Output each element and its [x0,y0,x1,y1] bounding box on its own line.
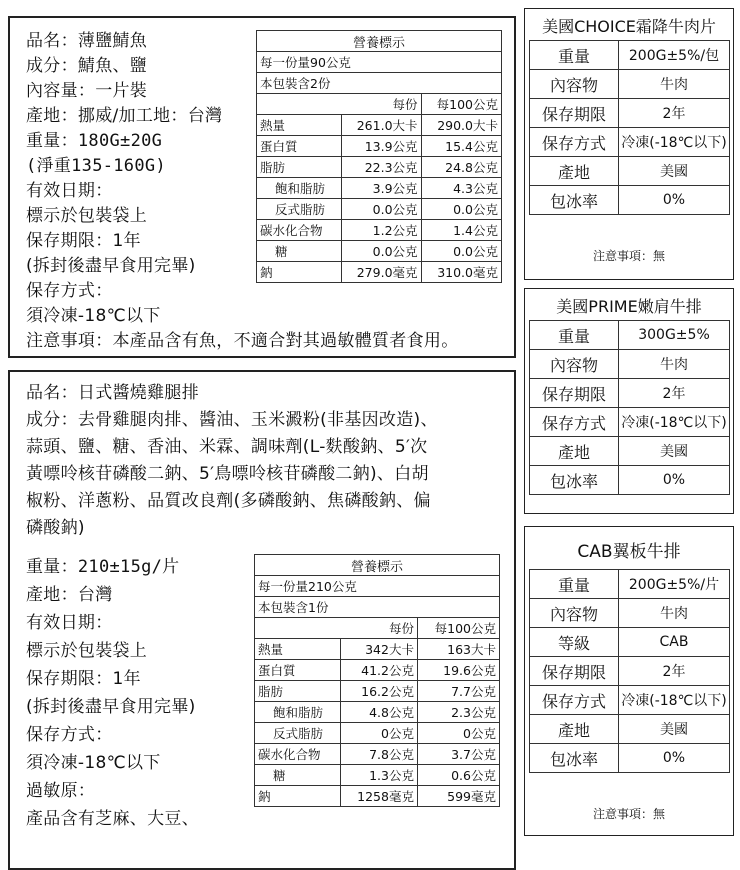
spec-value: 2年 [619,99,730,128]
spec-key: 包冰率 [530,466,619,495]
info-line: 保存期限：1年 [26,669,141,689]
nutrient-per-100g: 0.0公克 [421,199,501,220]
nutrient-per-serving: 1258毫克 [341,786,418,807]
nutrient-per-serving: 342大卡 [341,639,418,660]
spec-table [529,320,730,495]
spec-note: 注意事項：無 [592,807,665,821]
spec-key: 等級 [530,628,619,657]
nutrition-row [257,136,502,157]
spec-key: 產地 [530,157,619,186]
info-line: 產品含有芝麻、大豆、 [26,809,199,829]
spec-key: 內容物 [530,70,619,99]
spec-value: 冷凍(-18℃以下) [619,128,730,157]
nutrient-per-100g: 19.6公克 [417,660,499,681]
nutrition-row [257,157,502,178]
product-card-chicken [8,370,516,870]
nutrition-row [257,199,502,220]
nutrition-title: 營養標示 [257,31,502,52]
info-line: 品名：日式醬燒雞腿排 [26,383,199,403]
spec-value: 牛肉 [619,70,730,99]
nutrition-row [255,681,500,702]
nutrient-name: 鈉 [257,262,342,283]
spec-value: CAB [619,628,730,657]
nutrient-per-100g: 310.0毫克 [421,262,501,283]
nutrient-per-100g: 15.4公克 [421,136,501,157]
info-line: 保存期限：1年 [26,231,141,251]
nutrition-row [257,241,502,262]
nutrition-row [255,660,500,681]
nutrient-name: 脂肪 [257,157,342,178]
nutrient-per-serving: 4.8公克 [341,702,418,723]
nutrient-name: 熱量 [257,115,342,136]
spec-value: 200G±5%/包 [619,41,730,70]
info-line: 產地：挪威/加工地：台灣 [26,106,223,126]
col-per-serving: 每份 [341,94,421,115]
nutrition-row [255,723,500,744]
nutrition-row [255,702,500,723]
spec-key: 產地 [530,715,619,744]
info-line: (拆封後盡早食用完畢) [26,697,196,717]
servings-per-pack: 本包裝含1份 [255,597,500,618]
spec-key: 重量 [530,41,619,70]
nutrient-name: 碳水化合物 [257,220,342,241]
info-line: 成分：鯖魚、鹽 [26,56,148,76]
nutrient-name: 糖 [255,765,341,786]
info-line: 重量：210±15g/片 [26,557,180,577]
spec-table [529,569,730,773]
info-line: 有效日期： [26,613,113,633]
spec-title: 美國PRIME嫩肩牛排 [556,297,702,316]
nutrient-per-serving: 279.0毫克 [341,262,421,283]
nutrition-row [255,786,500,807]
spec-key: 保存方式 [530,686,619,715]
product-card-mackerel [8,16,516,358]
spec-value: 美國 [619,157,730,186]
spec-title: CAB翼板牛排 [577,542,681,562]
info-line: 須冷凍-18℃以下 [26,306,161,326]
spec-note: 注意事項：無 [592,249,665,263]
spec-key: 重量 [530,321,619,350]
info-line: (淨重135-160G) [26,156,166,176]
spec-value: 300G±5% [619,321,730,350]
nutrient-name: 蛋白質 [255,660,341,681]
info-line: 重量：180G±20G [26,131,163,151]
info-line: 黃嘌呤核苷磷酸二鈉、5′鳥嘌呤核苷磷酸二鈉)、白胡 [26,464,429,484]
nutrient-per-100g: 290.0大卡 [421,115,501,136]
spec-key: 保存期限 [530,657,619,686]
spec-value: 0% [619,744,730,773]
info-line: 椒粉、洋蔥粉、品質改良劑(多磷酸鈉、焦磷酸鈉、偏 [26,491,431,511]
nutrient-per-serving: 13.9公克 [341,136,421,157]
nutrient-per-100g: 1.4公克 [421,220,501,241]
nutrient-per-serving: 7.8公克 [341,744,418,765]
spec-key: 產地 [530,437,619,466]
nutrient-per-serving: 1.3公克 [341,765,418,786]
nutrient-name: 熱量 [255,639,341,660]
spec-value: 牛肉 [619,599,730,628]
nutrition-row [257,115,502,136]
nutrition-row [257,262,502,283]
nutrient-per-serving: 22.3公克 [341,157,421,178]
serving-size: 每一份量210公克 [255,576,500,597]
nutrient-per-serving: 261.0大卡 [341,115,421,136]
spec-value: 冷凍(-18℃以下) [619,408,730,437]
info-line: 保存方式： [26,281,113,301]
spec-key: 保存期限 [530,379,619,408]
spec-key: 重量 [530,570,619,599]
info-line: 須冷凍-18℃以下 [26,753,161,773]
servings-per-pack: 本包裝含2份 [257,73,502,94]
info-line: 過敏原： [26,781,96,801]
spec-value: 牛肉 [619,350,730,379]
spec-value: 冷凍(-18℃以下) [619,686,730,715]
info-line: 標示於包裝袋上 [26,206,148,226]
spec-value: 0% [619,186,730,215]
info-line: 標示於包裝袋上 [26,641,148,661]
nutrient-per-100g: 24.8公克 [421,157,501,178]
nutrient-per-serving: 3.9公克 [341,178,421,199]
nutrition-row [255,765,500,786]
nutrient-name: 碳水化合物 [255,744,341,765]
nutrient-name: 脂肪 [255,681,341,702]
info-line: 品名：薄鹽鯖魚 [26,31,148,51]
nutrient-per-serving: 0.0公克 [341,199,421,220]
allergy-notice: 注意事項：本產品含有魚，不適合對其過敏體質者食用。 [26,331,459,351]
spec-value: 美國 [619,437,730,466]
nutrient-per-100g: 163大卡 [417,639,499,660]
nutrient-name: 飽和脂肪 [255,702,341,723]
col-per-serving: 每份 [341,618,418,639]
col-per-100g: 每100公克 [417,618,499,639]
nutrient-per-100g: 0公克 [417,723,499,744]
spec-key: 包冰率 [530,186,619,215]
nutrient-name: 反式脂肪 [257,199,342,220]
serving-size: 每一份量90公克 [257,52,502,73]
nutrition-row [257,178,502,199]
nutrition-title: 營養標示 [255,555,500,576]
nutrient-name: 糖 [257,241,342,262]
nutrient-per-100g: 0.0公克 [421,241,501,262]
spec-value: 2年 [619,657,730,686]
nutrient-per-serving: 0.0公克 [341,241,421,262]
nutrient-name: 蛋白質 [257,136,342,157]
nutrient-name: 鈉 [255,786,341,807]
info-line: 內容量：一片裝 [26,81,148,101]
info-line: (拆封後盡早食用完畢) [26,256,196,276]
nutrient-name: 反式脂肪 [255,723,341,744]
info-line: 蒜頭、鹽、糖、香油、米霖、調味劑(L-麩酸鈉、5′次 [26,437,428,457]
nutrient-per-100g: 7.7公克 [417,681,499,702]
spec-value: 0% [619,466,730,495]
info-line: 有效日期： [26,181,113,201]
spec-key: 內容物 [530,350,619,379]
nutrition-row [255,639,500,660]
nutrient-per-100g: 3.7公克 [417,744,499,765]
nutrition-table [254,554,500,807]
nutrition-table [256,30,502,283]
nutrient-per-serving: 16.2公克 [341,681,418,702]
spec-key: 保存方式 [530,408,619,437]
info-line: 產地：台灣 [26,585,113,605]
spec-card-cab-beef [524,526,734,836]
nutrient-name: 飽和脂肪 [257,178,342,199]
nutrition-row [255,744,500,765]
spec-key: 保存期限 [530,99,619,128]
info-line: 磷酸鈉) [26,518,85,538]
info-line: 保存方式： [26,725,113,745]
nutrient-per-100g: 4.3公克 [421,178,501,199]
nutrient-per-serving: 1.2公克 [341,220,421,241]
nutrition-row [257,220,502,241]
spec-table [529,40,730,215]
nutrient-per-100g: 0.6公克 [417,765,499,786]
nutrient-per-serving: 41.2公克 [341,660,418,681]
spec-value: 200G±5%/片 [619,570,730,599]
spec-key: 包冰率 [530,744,619,773]
spec-key: 內容物 [530,599,619,628]
nutrient-per-100g: 2.3公克 [417,702,499,723]
spec-key: 保存方式 [530,128,619,157]
nutrient-per-serving: 0公克 [341,723,418,744]
spec-card-choice-beef [524,8,734,280]
spec-value: 2年 [619,379,730,408]
col-per-100g: 每100公克 [421,94,501,115]
spec-card-prime-beef [524,288,734,514]
spec-value: 美國 [619,715,730,744]
nutrient-per-100g: 599毫克 [417,786,499,807]
info-line: 成分：去骨雞腿肉排、醬油、玉米澱粉(非基因改造)、 [26,410,438,430]
spec-title: 美國CHOICE霜降牛肉片 [542,17,716,36]
